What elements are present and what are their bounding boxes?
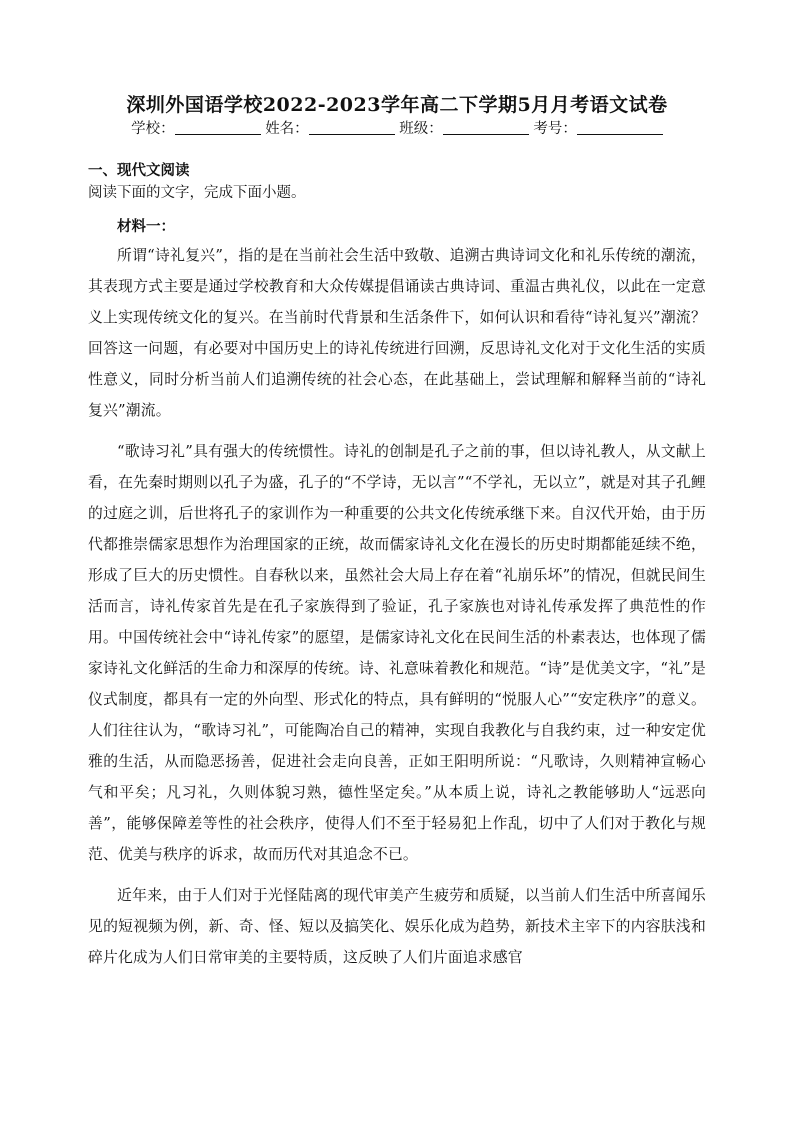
- exam-page: [88, 92, 706, 973]
- name-blank: [309, 120, 395, 135]
- material-label: 材料一：: [117, 218, 175, 235]
- exam-no-blank: [577, 120, 663, 135]
- section-heading: 一、现代文阅读: [88, 162, 190, 179]
- paragraph-2: “歌诗习礼”具有强大的传统惯性。诗礼的创制是孔子之前的事，但以诗礼教人，从文献上看，在先秦时期则以孔子为盛，孔子的“不学诗，无以言”“不学礼，无以立”，就是对其子孔鲤的过庭之训，后世将孔子的家训作为一种重要的公共文化传统承继下来。自汉代开始，由于历代都推崇儒家思想作为治理国家的正统，故而儒家诗礼文化在漫长的历史时期都能延续不绝，形成了巨大的历史惯性。自春秋以来，虽然社会大局上存在着“礼崩乐坏”的情况，但就民间生活而言，诗礼传家首先是在孔子家族得到了验证，孔子家族也对诗礼传承发挥了典范性的作用。中国传统社会中“诗礼传家”的愿望，是儒家诗礼文化在民间生活的朴素表达，也体现了儒家诗礼文化鲜活的生命力和深厚的传统。诗、礼意味着教化和规范。“诗”是优美文字，“礼”是仪式制度，都具有一定的外向型、形式化的特点，具有鲜明的“悦服人心”“安定秩序”的意义。人们往往认为，“歌诗习礼”，可能陶冶自己的精神，实现自我教化与自我约束，过一种安定优雅的生活，从而隐恶扬善，促进社会走向良善，正如王阳明所说：“凡歌诗，久则精神宣畅心气和平矣；凡习礼，久则体貌习熟，德性坚定矣。”从本质上说，诗礼之教能够助人“远恶向善”，能够保障差等性的社会秩序，使得人们不至于轻易犯上作乱，切中了人们对于教化与规范、优美与秩序的诉求，故而历代对其追念不已。: [88, 443, 706, 863]
- document-title: 深圳外国语学校2022-2023学年高二下学期5月月考语文试卷: [126, 94, 668, 116]
- exam-no-label: 考号：: [533, 121, 577, 137]
- student-info-line: [88, 118, 706, 140]
- class-label: 班级：: [399, 121, 443, 137]
- class-blank: [443, 120, 529, 135]
- school-blank: [175, 120, 261, 135]
- school-label: 学校：: [131, 121, 175, 137]
- paragraph-1: 所谓“诗礼复兴”，指的是在当前社会生活中致敬、追溯古典诗词文化和礼乐传统的潮流，其表现方式主要是通过学校教育和大众传媒提倡诵读古典诗词、重温古典礼仪，以此在一定意义上实现传统文化的复兴。在当前时代背景和生活条件下，如何认识和看待“诗礼复兴”潮流？回答这一问题，有必要对中国历史上的诗礼传统进行回溯，反思诗礼文化对于文化生活的实质性意义，同时分析当前人们追溯传统的社会心态，在此基础上，尝试理解和解释当前的“诗礼复兴”潮流。: [88, 247, 706, 419]
- name-label: 姓名：: [265, 121, 309, 137]
- reading-instruction: 阅读下面的文字，完成下面小题。: [88, 185, 306, 201]
- paragraph-3: 近年来，由于人们对于光怪陆离的现代审美产生疲劳和质疑，以当前人们生活中所喜闻乐见的短视频为例，新、奇、怪、短以及搞笑化、娱乐化成为趋势，新技术主宰下的内容肤浅和碎片化成为人们日常审美的主要特质，这反映了人们片面追求感官: [88, 887, 706, 966]
